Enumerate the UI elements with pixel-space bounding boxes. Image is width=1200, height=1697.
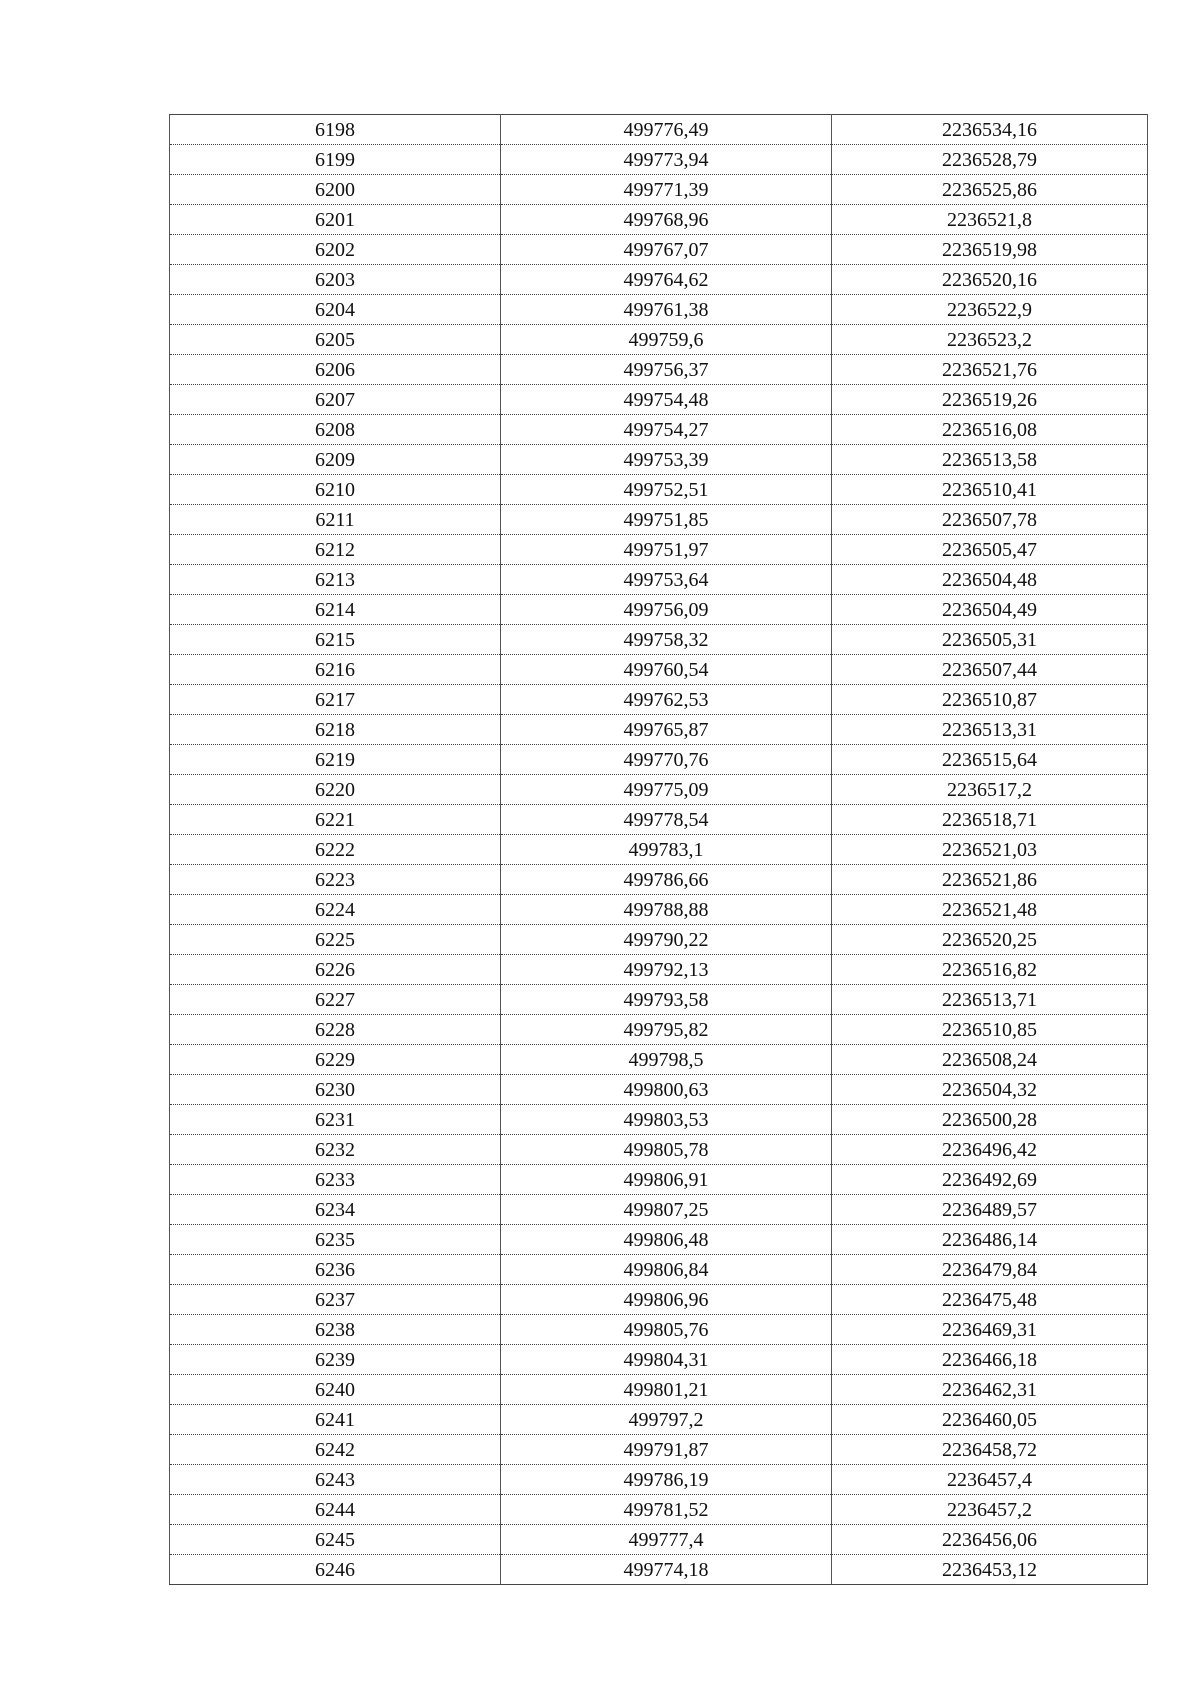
y-coordinate-cell: 2236457,2 xyxy=(832,1495,1148,1525)
table-row xyxy=(170,1045,1148,1075)
point-number-cell: 6243 xyxy=(170,1465,501,1495)
point-number-cell: 6234 xyxy=(170,1195,501,1225)
table-row xyxy=(170,925,1148,955)
point-number-cell: 6232 xyxy=(170,1135,501,1165)
y-coordinate-cell: 2236519,26 xyxy=(832,385,1148,415)
x-coordinate-cell: 499753,39 xyxy=(501,445,832,475)
x-coordinate-cell: 499805,76 xyxy=(501,1315,832,1345)
x-coordinate-cell: 499786,19 xyxy=(501,1465,832,1495)
x-coordinate-cell: 499788,88 xyxy=(501,895,832,925)
y-coordinate-cell: 2236489,57 xyxy=(832,1195,1148,1225)
y-coordinate-cell: 2236521,03 xyxy=(832,835,1148,865)
point-number-cell: 6225 xyxy=(170,925,501,955)
y-coordinate-cell: 2236528,79 xyxy=(832,145,1148,175)
y-coordinate-cell: 2236507,44 xyxy=(832,655,1148,685)
y-coordinate-cell: 2236504,49 xyxy=(832,595,1148,625)
point-number-cell: 6238 xyxy=(170,1315,501,1345)
point-number-cell: 6208 xyxy=(170,415,501,445)
table-row xyxy=(170,715,1148,745)
x-coordinate-cell: 499806,91 xyxy=(501,1165,832,1195)
point-number-cell: 6235 xyxy=(170,1225,501,1255)
x-coordinate-cell: 499760,54 xyxy=(501,655,832,685)
x-coordinate-cell: 499806,48 xyxy=(501,1225,832,1255)
point-number-cell: 6218 xyxy=(170,715,501,745)
x-coordinate-cell: 499764,62 xyxy=(501,265,832,295)
point-number-cell: 6228 xyxy=(170,1015,501,1045)
table-row xyxy=(170,895,1148,925)
y-coordinate-cell: 2236518,71 xyxy=(832,805,1148,835)
y-coordinate-cell: 2236469,31 xyxy=(832,1315,1148,1345)
x-coordinate-cell: 499777,4 xyxy=(501,1525,832,1555)
point-number-cell: 6201 xyxy=(170,205,501,235)
table-row xyxy=(170,955,1148,985)
y-coordinate-cell: 2236458,72 xyxy=(832,1435,1148,1465)
x-coordinate-cell: 499775,09 xyxy=(501,775,832,805)
y-coordinate-cell: 2236521,48 xyxy=(832,895,1148,925)
table-row xyxy=(170,175,1148,205)
point-number-cell: 6239 xyxy=(170,1345,501,1375)
table-row xyxy=(170,1285,1148,1315)
table-row xyxy=(170,115,1148,145)
table-row xyxy=(170,1135,1148,1165)
table-row xyxy=(170,1255,1148,1285)
y-coordinate-cell: 2236522,9 xyxy=(832,295,1148,325)
table-row xyxy=(170,595,1148,625)
x-coordinate-cell: 499753,64 xyxy=(501,565,832,595)
point-number-cell: 6224 xyxy=(170,895,501,925)
x-coordinate-cell: 499781,52 xyxy=(501,1495,832,1525)
x-coordinate-cell: 499783,1 xyxy=(501,835,832,865)
point-number-cell: 6222 xyxy=(170,835,501,865)
x-coordinate-cell: 499758,32 xyxy=(501,625,832,655)
y-coordinate-cell: 2236510,85 xyxy=(832,1015,1148,1045)
y-coordinate-cell: 2236513,71 xyxy=(832,985,1148,1015)
x-coordinate-cell: 499751,97 xyxy=(501,535,832,565)
point-number-cell: 6229 xyxy=(170,1045,501,1075)
point-number-cell: 6204 xyxy=(170,295,501,325)
x-coordinate-cell: 499798,5 xyxy=(501,1045,832,1075)
table-row xyxy=(170,1195,1148,1225)
point-number-cell: 6203 xyxy=(170,265,501,295)
point-number-cell: 6244 xyxy=(170,1495,501,1525)
point-number-cell: 6202 xyxy=(170,235,501,265)
y-coordinate-cell: 2236510,41 xyxy=(832,475,1148,505)
table-row xyxy=(170,1105,1148,1135)
point-number-cell: 6212 xyxy=(170,535,501,565)
table-row xyxy=(170,415,1148,445)
point-number-cell: 6198 xyxy=(170,115,501,145)
point-number-cell: 6206 xyxy=(170,355,501,385)
table-row xyxy=(170,475,1148,505)
x-coordinate-cell: 499801,21 xyxy=(501,1375,832,1405)
coordinates-table xyxy=(169,114,1148,1585)
x-coordinate-cell: 499778,54 xyxy=(501,805,832,835)
table-row xyxy=(170,1435,1148,1465)
x-coordinate-cell: 499776,49 xyxy=(501,115,832,145)
x-coordinate-cell: 499756,09 xyxy=(501,595,832,625)
x-coordinate-cell: 499754,27 xyxy=(501,415,832,445)
coordinates-table-body xyxy=(170,115,1148,1585)
x-coordinate-cell: 499770,76 xyxy=(501,745,832,775)
point-number-cell: 6245 xyxy=(170,1525,501,1555)
table-row xyxy=(170,1015,1148,1045)
table-row xyxy=(170,775,1148,805)
point-number-cell: 6240 xyxy=(170,1375,501,1405)
table-row xyxy=(170,205,1148,235)
point-number-cell: 6199 xyxy=(170,145,501,175)
x-coordinate-cell: 499790,22 xyxy=(501,925,832,955)
y-coordinate-cell: 2236504,32 xyxy=(832,1075,1148,1105)
table-row xyxy=(170,1165,1148,1195)
x-coordinate-cell: 499771,39 xyxy=(501,175,832,205)
table-row xyxy=(170,355,1148,385)
y-coordinate-cell: 2236453,12 xyxy=(832,1555,1148,1585)
y-coordinate-cell: 2236534,16 xyxy=(832,115,1148,145)
table-row xyxy=(170,685,1148,715)
table-row xyxy=(170,1405,1148,1435)
point-number-cell: 6211 xyxy=(170,505,501,535)
table-row xyxy=(170,655,1148,685)
y-coordinate-cell: 2236520,25 xyxy=(832,925,1148,955)
x-coordinate-cell: 499804,31 xyxy=(501,1345,832,1375)
y-coordinate-cell: 2236456,06 xyxy=(832,1525,1148,1555)
x-coordinate-cell: 499759,6 xyxy=(501,325,832,355)
y-coordinate-cell: 2236500,28 xyxy=(832,1105,1148,1135)
table-row xyxy=(170,1375,1148,1405)
table-row xyxy=(170,385,1148,415)
point-number-cell: 6227 xyxy=(170,985,501,1015)
y-coordinate-cell: 2236520,16 xyxy=(832,265,1148,295)
y-coordinate-cell: 2236521,76 xyxy=(832,355,1148,385)
point-number-cell: 6200 xyxy=(170,175,501,205)
table-row xyxy=(170,1555,1148,1585)
table-row xyxy=(170,835,1148,865)
y-coordinate-cell: 2236515,64 xyxy=(832,745,1148,775)
y-coordinate-cell: 2236496,42 xyxy=(832,1135,1148,1165)
y-coordinate-cell: 2236505,31 xyxy=(832,625,1148,655)
x-coordinate-cell: 499761,38 xyxy=(501,295,832,325)
point-number-cell: 6231 xyxy=(170,1105,501,1135)
y-coordinate-cell: 2236510,87 xyxy=(832,685,1148,715)
table-row xyxy=(170,1525,1148,1555)
x-coordinate-cell: 499765,87 xyxy=(501,715,832,745)
point-number-cell: 6214 xyxy=(170,595,501,625)
point-number-cell: 6226 xyxy=(170,955,501,985)
table-row xyxy=(170,1495,1148,1525)
y-coordinate-cell: 2236460,05 xyxy=(832,1405,1148,1435)
x-coordinate-cell: 499807,25 xyxy=(501,1195,832,1225)
table-row xyxy=(170,235,1148,265)
table-row xyxy=(170,985,1148,1015)
point-number-cell: 6213 xyxy=(170,565,501,595)
x-coordinate-cell: 499774,18 xyxy=(501,1555,832,1585)
point-number-cell: 6221 xyxy=(170,805,501,835)
table-row xyxy=(170,1315,1148,1345)
x-coordinate-cell: 499800,63 xyxy=(501,1075,832,1105)
x-coordinate-cell: 499762,53 xyxy=(501,685,832,715)
point-number-cell: 6242 xyxy=(170,1435,501,1465)
x-coordinate-cell: 499792,13 xyxy=(501,955,832,985)
point-number-cell: 6216 xyxy=(170,655,501,685)
y-coordinate-cell: 2236479,84 xyxy=(832,1255,1148,1285)
table-row xyxy=(170,565,1148,595)
point-number-cell: 6233 xyxy=(170,1165,501,1195)
x-coordinate-cell: 499806,96 xyxy=(501,1285,832,1315)
y-coordinate-cell: 2236521,8 xyxy=(832,205,1148,235)
x-coordinate-cell: 499791,87 xyxy=(501,1435,832,1465)
table-row xyxy=(170,325,1148,355)
point-number-cell: 6236 xyxy=(170,1255,501,1285)
y-coordinate-cell: 2236507,78 xyxy=(832,505,1148,535)
y-coordinate-cell: 2236462,31 xyxy=(832,1375,1148,1405)
x-coordinate-cell: 499752,51 xyxy=(501,475,832,505)
y-coordinate-cell: 2236513,31 xyxy=(832,715,1148,745)
x-coordinate-cell: 499756,37 xyxy=(501,355,832,385)
table-row xyxy=(170,535,1148,565)
table-row xyxy=(170,805,1148,835)
point-number-cell: 6241 xyxy=(170,1405,501,1435)
y-coordinate-cell: 2236519,98 xyxy=(832,235,1148,265)
point-number-cell: 6205 xyxy=(170,325,501,355)
x-coordinate-cell: 499767,07 xyxy=(501,235,832,265)
y-coordinate-cell: 2236508,24 xyxy=(832,1045,1148,1075)
point-number-cell: 6223 xyxy=(170,865,501,895)
y-coordinate-cell: 2236505,47 xyxy=(832,535,1148,565)
y-coordinate-cell: 2236466,18 xyxy=(832,1345,1148,1375)
table-row xyxy=(170,745,1148,775)
table-row xyxy=(170,505,1148,535)
x-coordinate-cell: 499793,58 xyxy=(501,985,832,1015)
y-coordinate-cell: 2236521,86 xyxy=(832,865,1148,895)
x-coordinate-cell: 499797,2 xyxy=(501,1405,832,1435)
x-coordinate-cell: 499773,94 xyxy=(501,145,832,175)
table-row xyxy=(170,295,1148,325)
table-row xyxy=(170,865,1148,895)
y-coordinate-cell: 2236513,58 xyxy=(832,445,1148,475)
point-number-cell: 6217 xyxy=(170,685,501,715)
point-number-cell: 6237 xyxy=(170,1285,501,1315)
x-coordinate-cell: 499795,82 xyxy=(501,1015,832,1045)
table-row xyxy=(170,1345,1148,1375)
x-coordinate-cell: 499806,84 xyxy=(501,1255,832,1285)
table-row xyxy=(170,1075,1148,1105)
point-number-cell: 6210 xyxy=(170,475,501,505)
point-number-cell: 6215 xyxy=(170,625,501,655)
y-coordinate-cell: 2236504,48 xyxy=(832,565,1148,595)
x-coordinate-cell: 499768,96 xyxy=(501,205,832,235)
y-coordinate-cell: 2236523,2 xyxy=(832,325,1148,355)
y-coordinate-cell: 2236475,48 xyxy=(832,1285,1148,1315)
table-row xyxy=(170,145,1148,175)
point-number-cell: 6230 xyxy=(170,1075,501,1105)
table-row xyxy=(170,265,1148,295)
y-coordinate-cell: 2236517,2 xyxy=(832,775,1148,805)
x-coordinate-cell: 499786,66 xyxy=(501,865,832,895)
y-coordinate-cell: 2236486,14 xyxy=(832,1225,1148,1255)
point-number-cell: 6209 xyxy=(170,445,501,475)
table-row xyxy=(170,625,1148,655)
y-coordinate-cell: 2236492,69 xyxy=(832,1165,1148,1195)
x-coordinate-cell: 499754,48 xyxy=(501,385,832,415)
table-row xyxy=(170,1465,1148,1495)
point-number-cell: 6219 xyxy=(170,745,501,775)
y-coordinate-cell: 2236457,4 xyxy=(832,1465,1148,1495)
y-coordinate-cell: 2236516,82 xyxy=(832,955,1148,985)
x-coordinate-cell: 499751,85 xyxy=(501,505,832,535)
x-coordinate-cell: 499803,53 xyxy=(501,1105,832,1135)
x-coordinate-cell: 499805,78 xyxy=(501,1135,832,1165)
point-number-cell: 6246 xyxy=(170,1555,501,1585)
y-coordinate-cell: 2236516,08 xyxy=(832,415,1148,445)
table-row xyxy=(170,445,1148,475)
point-number-cell: 6207 xyxy=(170,385,501,415)
point-number-cell: 6220 xyxy=(170,775,501,805)
table-row xyxy=(170,1225,1148,1255)
y-coordinate-cell: 2236525,86 xyxy=(832,175,1148,205)
